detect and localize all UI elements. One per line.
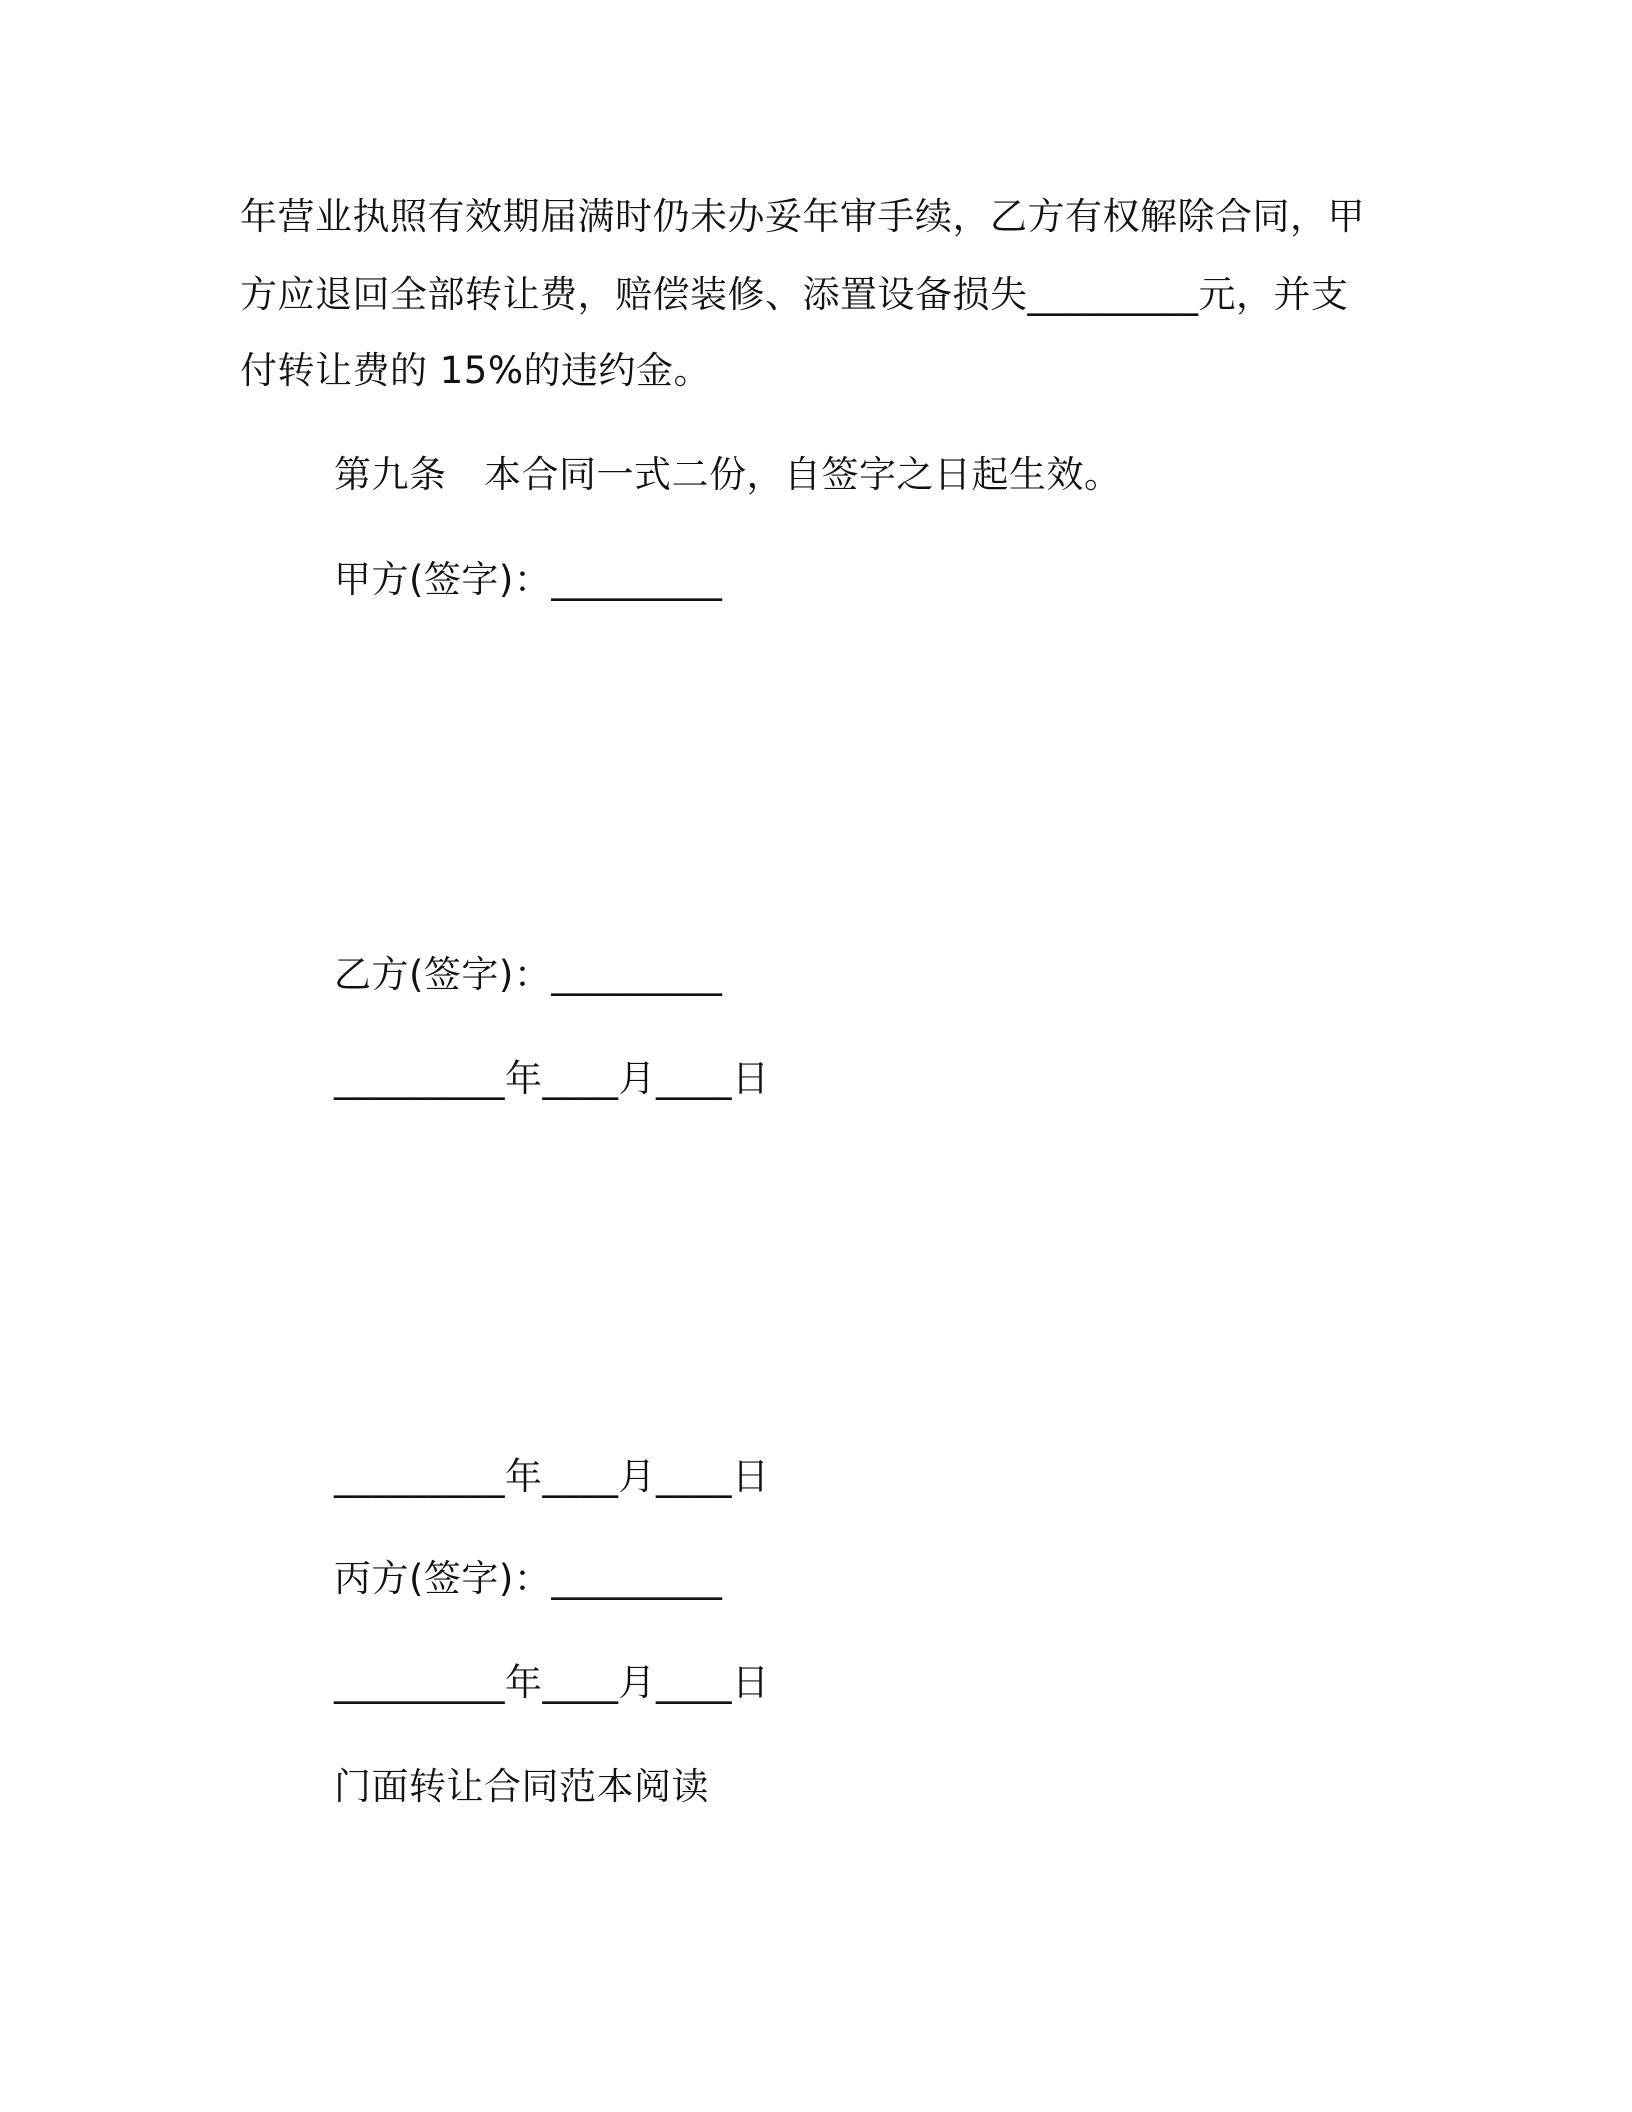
paragraph-line-3: 付转让费的 15%的违约金。	[240, 349, 711, 392]
article-nine: 第九条 本合同一式二份，自签字之日起生效。	[334, 453, 1122, 496]
party-c-signature: 丙方(签字)：_________	[334, 1557, 723, 1600]
date-line-3: _________年____月____日	[334, 1661, 770, 1704]
footer-title: 门面转让合同范本阅读	[334, 1765, 709, 1808]
paragraph-line-2: 方应退回全部转让费，赔偿装修、添置设备损失_________元，并支	[240, 273, 1349, 316]
date-line-2: _________年____月____日	[334, 1455, 770, 1498]
paragraph-line-1: 年营业执照有效期届满时仍未办妥年审手续，乙方有权解除合同，甲	[240, 195, 1365, 238]
party-a-signature: 甲方(签字)：_________	[334, 558, 723, 601]
date-line-1: _________年____月____日	[334, 1057, 770, 1100]
party-b-signature: 乙方(签字)：_________	[334, 953, 723, 996]
